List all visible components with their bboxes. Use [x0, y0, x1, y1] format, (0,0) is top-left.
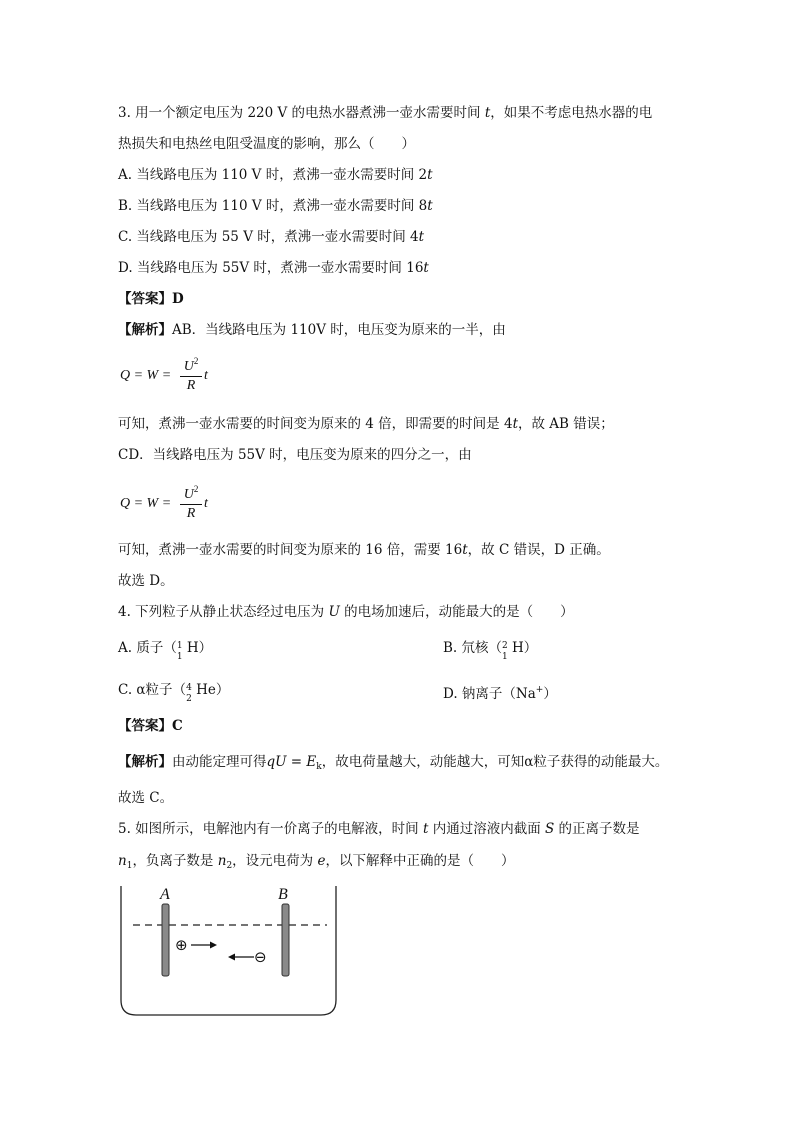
electrode-a: [162, 904, 169, 976]
q5-stem-line2: [118, 851, 514, 876]
formula-exponent: 2: [193, 484, 199, 494]
formula-denominator: R: [180, 504, 202, 523]
option-text: ）: [543, 686, 557, 702]
q3-explanation-4: [118, 540, 610, 560]
q5-stem-text: 的正离子数是: [554, 821, 640, 837]
mass-number: 1: [176, 641, 183, 651]
isotope-notation: [176, 638, 187, 662]
var-t: t: [462, 542, 468, 558]
q3-explanation-3: CD．当线路电压为 55V 时，电压变为原来的四分之一，由: [118, 447, 472, 463]
explanation-label: 【解析】: [118, 754, 172, 770]
var-t: t: [418, 229, 425, 245]
var-e: e: [317, 853, 326, 869]
option-text: A. 当线路电压为 110 V 时，煮沸一壶水需要时间 2: [118, 167, 428, 183]
formula-lhs: Q = W =: [120, 368, 172, 383]
explanation-label: 【解析】: [118, 322, 172, 338]
q4-answer: 【答案】C: [118, 718, 183, 734]
explanation-text: 由动能定理可得: [172, 754, 267, 770]
var-t: t: [484, 105, 491, 121]
formula-fraction: [180, 352, 202, 395]
arrow-left-head: [228, 954, 235, 961]
formula-subscript: k: [316, 762, 322, 772]
var-n1: n: [118, 853, 127, 869]
option-text: C. 当线路电压为 55 V 时，煮沸一壶水需要时间 4: [118, 229, 419, 245]
var-t: t: [512, 416, 518, 432]
q3-explanation-2: [118, 414, 614, 434]
subscript: 2: [226, 861, 233, 871]
q4-explanation: [118, 752, 668, 777]
negative-ion-icon: ⊖: [254, 948, 267, 966]
formula-fraction: [180, 480, 202, 523]
formula-lhs: Q = W =: [120, 496, 172, 511]
var-t: t: [427, 198, 433, 214]
q4-choose: 故选 C。: [118, 790, 174, 806]
var-S: S: [545, 821, 555, 837]
isotope-notation: [502, 638, 512, 662]
option-text: D. 当线路电压为 55V 时，煮沸一壶水需要时间 16: [118, 260, 424, 276]
formula-exponent: 2: [193, 356, 199, 366]
positive-ion-icon: ⊕: [175, 936, 188, 954]
option-text: C. α粒子（: [118, 682, 187, 698]
explanation-text: ，故 C 错误，D 正确。: [467, 542, 610, 558]
q4-stem-text: 4. 下列粒子从静止状态经过电压为: [118, 604, 329, 620]
charge-superscript: +: [535, 685, 544, 695]
q4-option-b: [443, 638, 538, 662]
isotope-notation: [186, 680, 196, 704]
q3-option-a: [118, 165, 433, 185]
cell-container: [121, 886, 336, 1015]
label-electrode-a: A: [160, 886, 170, 903]
q3-option-b: [118, 196, 433, 216]
atomic-number: 2: [186, 694, 192, 704]
q3-stem-line2: 热损失和电热丝电阻受温度的影响，那么（ ）: [118, 136, 415, 152]
q3-explanation-1: [118, 320, 506, 340]
q3-answer: 【答案】D: [118, 291, 184, 307]
explanation-text: 可知，煮沸一壶水需要的时间变为原来的 16 倍，需要 16: [118, 542, 463, 558]
q4-option-c: [118, 680, 230, 704]
mass-number: 2: [502, 641, 508, 651]
explanation-text: ，故电荷量越大，动能越大，可知α粒子获得的动能最大。: [321, 754, 669, 770]
q3-option-d: [118, 258, 429, 278]
q5-stem-text: ，设元电荷为: [232, 853, 318, 869]
explanation-text: ，故 AB 错误；: [518, 416, 614, 432]
q4-stem-text: 的电场加速后，动能最大的是（ ）: [339, 604, 574, 620]
q5-stem-text: 5. 如图所示，电解池内有一价离子的电解液，时间: [118, 821, 423, 837]
q4-stem: [118, 602, 574, 622]
q5-stem-text: ，负离子数是: [132, 853, 218, 869]
subscript: 1: [126, 861, 133, 871]
formula-inline: qU = E: [266, 754, 317, 770]
option-text: B. 当线路电压为 110 V 时，煮沸一壶水需要时间 8: [118, 198, 428, 214]
var-t: t: [422, 821, 429, 837]
q5-stem-line1: [118, 819, 640, 839]
var-n2: n: [217, 853, 227, 869]
q3-stem-text: 3. 用一个额定电压为 220 V 的电热水器煮沸一壶水需要时间: [118, 105, 485, 121]
q3-option-c: [118, 227, 424, 247]
electrolytic-cell-figure: [115, 878, 345, 1023]
q3-stem-text: ，如果不考虑电热水器的电: [490, 105, 653, 121]
atomic-number: 1: [502, 652, 508, 662]
q5-stem-text: 内通过溶液内截面: [428, 821, 545, 837]
var-t: t: [423, 260, 429, 276]
var-t: t: [427, 167, 433, 183]
formula-1: [120, 352, 240, 402]
formula-denominator: R: [180, 376, 202, 395]
element-symbol: H）: [512, 640, 538, 656]
formula-2: [120, 480, 240, 530]
q4-option-d: [443, 680, 557, 704]
label-electrode-b: B: [278, 886, 288, 903]
mass-number: 4: [186, 683, 192, 693]
formula-t: t: [204, 368, 208, 383]
arrow-right-head: [210, 942, 217, 949]
q4-option-a: [118, 638, 213, 662]
element-symbol: H）: [186, 640, 213, 656]
q3-stem-line1: [118, 103, 652, 123]
explanation-text: AB．当线路电压为 110V 时，电压变为原来的一半，由: [172, 322, 506, 338]
atomic-number: 1: [176, 652, 183, 662]
q5-stem-text: ，以下解释中正确的是（ ）: [325, 853, 515, 869]
formula-numerator: U: [183, 487, 194, 502]
element-symbol: He）: [196, 682, 230, 698]
option-text: D. 钠离子（Na: [443, 686, 536, 702]
explanation-text: 可知，煮沸一壶水需要的时间变为原来的 4 倍，即需要的时间是 4: [118, 416, 513, 432]
option-text: B. 氘核（: [443, 640, 503, 656]
electrode-b: [282, 904, 289, 976]
formula-numerator: U: [183, 359, 194, 374]
formula-t: t: [204, 496, 208, 511]
option-text: A. 质子（: [118, 640, 177, 656]
q3-choose: 故选 D。: [118, 573, 174, 589]
var-U: U: [328, 604, 340, 620]
